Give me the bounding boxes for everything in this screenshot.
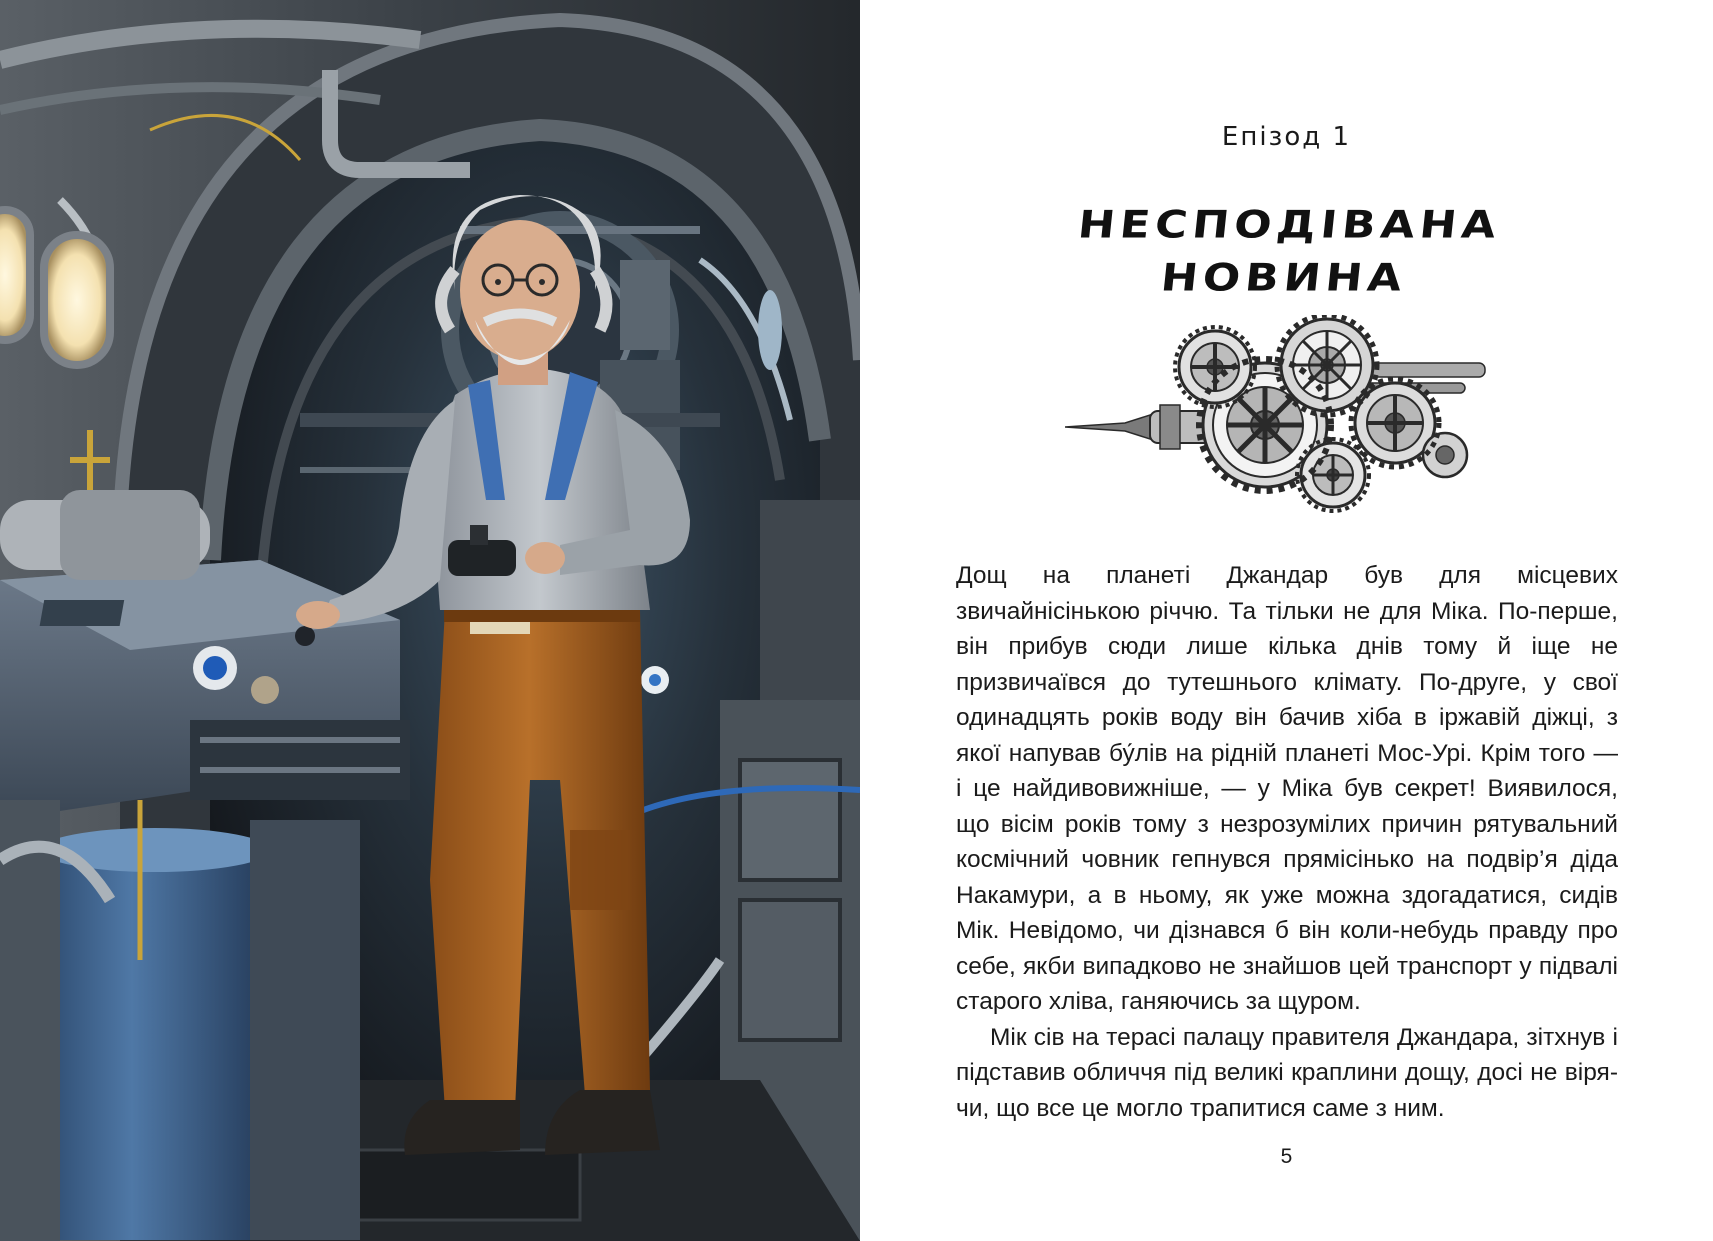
episode-label: Епізод 1 bbox=[1221, 122, 1352, 152]
text-page bbox=[860, 0, 1713, 1241]
steampunk-gears-ornament bbox=[1065, 315, 1505, 525]
chapter-title-line-1: НЕСПОДІВАНА bbox=[1075, 202, 1503, 247]
paragraph: Дощ на планеті Джандар був для місцевих звичайнісінькою річчю. Та тільки не для Міка. По-перше, він прибув сюди лише кілька днів тому й іще не призвичаївся до тутешнього клімату. По-друге, у свої одинадцять років воду він бачив хіба в іржавій діжці, з якої напував бу́лів на рідній планеті Мос-Урі. Крім того — і це найдивовижніше, — у Міка був секрет! Виявилося, що вісім років тому з незрозумілих причин рятувальний космічний човник гепнувся прямісінько на подвір’я діда Накамури, а в ньому, як уже можна здогадатися, сидів Мік. Невідомо, чи дізнався б він коли-небудь правду про себе, якби випадково не знайшов цей транспорт у підвалі старого хліва, ганяючись за щуром. bbox=[956, 562, 1618, 1015]
chapter-body bbox=[956, 558, 1618, 1126]
page-number: 5 bbox=[1280, 1145, 1293, 1168]
chapter-title bbox=[854, 199, 1713, 306]
paragraph: Мік сів на терасі палацу правителя Джандара, зітхнув і підставив обличчя під великі краплини дощу, досі не вірячи, що все це могло трапитися саме з ним. bbox=[956, 1023, 1618, 1122]
chapter-title-line-2: НОВИНА bbox=[1158, 256, 1409, 301]
